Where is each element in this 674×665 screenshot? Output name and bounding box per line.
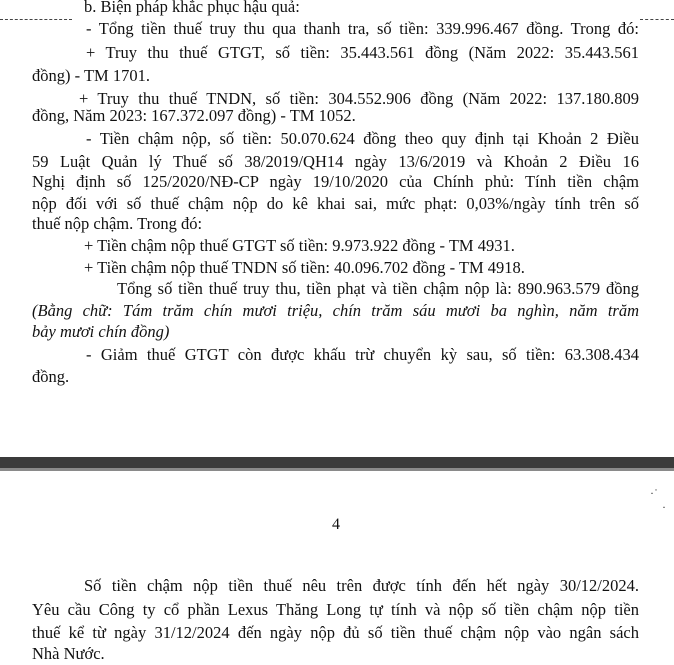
late-payment-line-3: Nghị định số 125/2020/NĐ-CP ngày 19/10/2020 của Chính phủ: Tính tiền chậm xyxy=(32,172,639,191)
late-payment-note-line-3: thuế kể từ ngày 31/12/2024 đến ngày nộp đủ số tiền thuế chậm nộp vào ngân sách xyxy=(32,623,639,642)
late-payment-line-2: 59 Luật Quản lý Thuế số 38/2019/QH14 ngày 13/6/2019 và Khoản 2 Điều 16 xyxy=(32,152,639,171)
cit-recovery-line-1: + Truy thu thuế TNDN, số tiền: 304.552.906 đồng (Năm 2022: 137.180.809 xyxy=(79,89,639,108)
late-payment-note-line-2: Yêu cầu Công ty cổ phần Lexus Thăng Long tự tính và nộp số tiền chậm nộp tiền xyxy=(32,600,639,619)
late-payment-line-1: - Tiền chậm nộp, số tiền: 50.070.624 đồng theo quy định tại Khoản 2 Điều xyxy=(86,129,639,148)
grand-total-line: Tổng số tiền thuế truy thu, tiền phạt và tiền chậm nộp là: 890.963.579 đồng xyxy=(117,279,639,298)
late-vat-line: + Tiền chậm nộp thuế GTGT số tiền: 9.973.922 đồng - TM 4931. xyxy=(84,236,515,255)
total-recovered-line: - Tổng tiền thuế truy thu qua thanh tra, số tiền: 339.996.467 đồng. Trong đó: xyxy=(86,19,639,38)
late-payment-line-4: nộp đối với số thuế chậm nộp do kê khai sai, mức phạt: 0,03%/ngày tính trên số xyxy=(32,194,639,213)
late-payment-note-line-4: Nhà Nước. xyxy=(32,644,105,663)
vat-reduction-line-1: - Giảm thuế GTGT còn được khấu trừ chuyển kỳ sau, số tiền: 63.308.434 xyxy=(86,345,639,364)
scan-speck: ·˙ xyxy=(650,486,658,500)
vat-recovery-line-1: + Truy thu thuế GTGT, số tiền: 35.443.561 đồng (Năm 2022: 35.443.561 xyxy=(86,43,639,62)
amount-in-words-line-2: bảy mươi chín đồng) xyxy=(32,322,170,341)
scan-speck: · xyxy=(662,500,666,514)
late-payment-note-line-1: Số tiền chậm nộp tiền thuế nêu trên được tính đến hết ngày 30/12/2024. xyxy=(84,576,639,595)
cit-recovery-line-2: đồng, Năm 2023: 167.372.097 đồng) - TM 1052. xyxy=(32,106,356,125)
header-dashed-rule-left xyxy=(0,19,72,20)
section-heading: b. Biện pháp khắc phục hậu quả: xyxy=(84,0,300,16)
late-cit-line: + Tiền chậm nộp thuế TNDN số tiền: 40.096.702 đồng - TM 4918. xyxy=(84,258,525,277)
vat-recovery-line-2: đồng) - TM 1701. xyxy=(32,66,150,85)
page-break-separator xyxy=(0,457,674,471)
amount-in-words-line-1: (Bằng chữ: Tám trăm chín mươi triệu, chín trăm sáu mươi ba nghìn, năm trăm xyxy=(32,301,639,320)
page-number: 4 xyxy=(332,516,340,533)
vat-reduction-line-2: đồng. xyxy=(32,367,70,386)
header-dashed-rule-right xyxy=(640,19,674,20)
late-payment-line-5: thuế nộp chậm. Trong đó: xyxy=(32,214,203,233)
